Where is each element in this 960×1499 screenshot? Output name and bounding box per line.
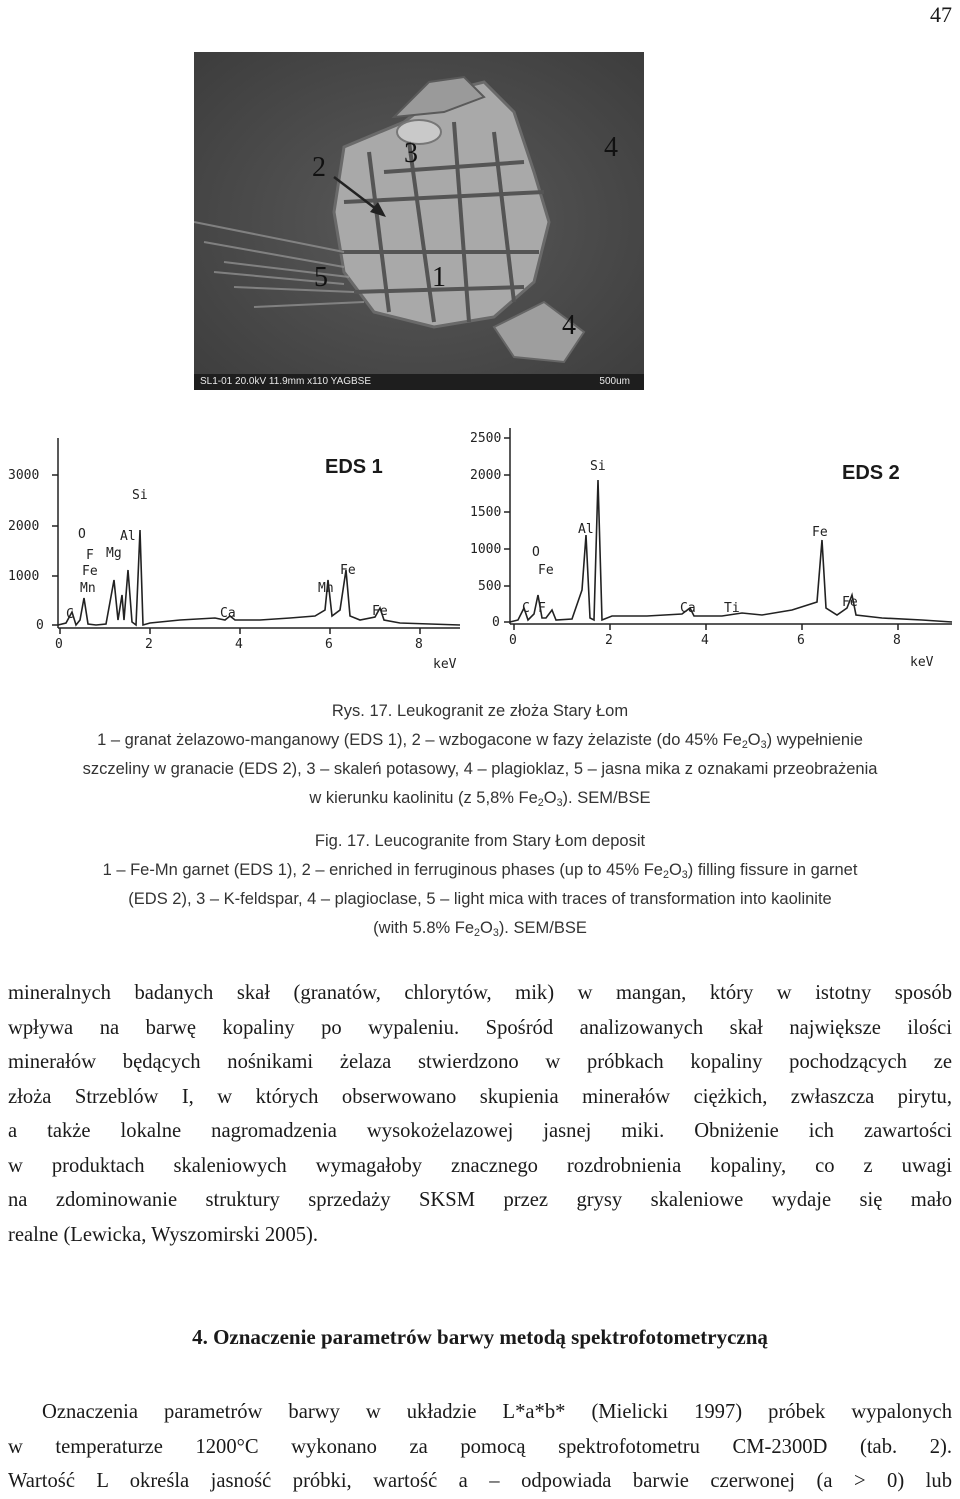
sem-label-3: 3 xyxy=(404,138,418,169)
eds2-peak: Fe xyxy=(538,563,554,578)
eds2-ytick: 1500 xyxy=(470,505,502,520)
eds1-peak: Si xyxy=(132,488,148,503)
eds2-peak: O xyxy=(532,545,540,560)
eds2-xtick: 2 xyxy=(605,633,613,648)
eds1-trace xyxy=(58,530,460,625)
text-line: wpływa na barwę kopaliny po wypaleniu. Spośród analizowanych skał największe ilości xyxy=(8,1016,952,1039)
eds1-ytick: 0 xyxy=(36,618,44,633)
eds2-plot xyxy=(462,420,960,680)
caption-pl-line2: 1 – granat żelazowo-manganowy (EDS 1), 2 – wzbogacone w fazy żelaziste (do 45% $Fe_2O_3$) wypełnienie xyxy=(97,731,863,751)
caption-pl-title: Rys. 17. Leukogranit ze złoża Stary Łom xyxy=(331,702,629,720)
eds2-ytick: 2500 xyxy=(470,431,502,446)
eds1-peak: Fe xyxy=(340,563,356,578)
eds2-ytick: 500 xyxy=(478,579,502,594)
eds1-ytick: 2000 xyxy=(8,519,40,534)
eds1-peak: F xyxy=(86,548,94,563)
text-line: realne (Lewicka, Wyszomirski 2005). xyxy=(8,1223,319,1246)
text-line: mineralnych badanych skał (granatów, chlorytów, mik) w mangan, który w istotny sposób xyxy=(8,982,952,1004)
sem-label-2: 2 xyxy=(312,152,326,183)
text-line: złoża Strzeblów I, w których obserwowano skupienia minerałów ciężkich, zwłaszcza pirytu, xyxy=(8,1085,952,1108)
eds1-xunit: keV xyxy=(433,657,457,672)
sem-micrograph xyxy=(194,52,644,390)
eds1-peak: O xyxy=(78,527,86,542)
caption-en xyxy=(0,827,960,943)
eds2-peak: Ca xyxy=(680,601,696,616)
caption-en-line4: (with 5.8% $Fe_2O_3$). SEM/BSE xyxy=(373,919,587,939)
sem-info-text: SL1-01 20.0kV 11.9mm x110 YAGBSE xyxy=(200,376,372,387)
eds1-peak: Fe xyxy=(82,564,98,579)
page-number: 47 xyxy=(930,2,952,27)
caption-en-line3: (EDS 2), 3 – K-feldspar, 4 – plagioclase, 5 – light mica with traces of transformation into kaolinite xyxy=(128,890,832,908)
eds1-xtick: 0 xyxy=(55,637,63,652)
eds2-ytick: 2000 xyxy=(470,468,502,483)
eds1-peak: Mn xyxy=(80,581,96,596)
eds2-xtick: 6 xyxy=(797,633,805,648)
eds2-peak: Al xyxy=(578,522,594,537)
text-line: Wartość L określa jasność próbki, wartość a – odpowiada barwie czerwonej (a > 0) lub xyxy=(8,1470,952,1492)
sem-label-1: 1 xyxy=(432,262,446,293)
eds2-xunit: keV xyxy=(910,655,934,670)
eds1-xtick: 2 xyxy=(145,637,153,652)
eds2-peak: C xyxy=(522,601,530,616)
eds1-peak: Ca xyxy=(220,606,236,621)
caption-en-line2: 1 – Fe-Mn garnet (EDS 1), 2 – enriched in ferruginous phases (up to 45% $Fe_2O_3$) filling fissure in garnet xyxy=(102,861,858,881)
eds1-xtick: 6 xyxy=(325,637,333,652)
eds1-title: EDS 1 xyxy=(325,456,383,478)
caption-pl-line4: w kierunku kaolinitu (z 5,8% $Fe_2O_3$). SEM/BSE xyxy=(309,789,651,809)
caption-pl xyxy=(0,697,960,813)
eds1-spectrum xyxy=(0,420,462,680)
eds2-ytick: 0 xyxy=(492,615,500,630)
caption-en-title: Fig. 17. Leucogranite from Stary Łom deposit xyxy=(314,832,646,850)
eds2-title: EDS 2 xyxy=(842,462,900,484)
body-paragraph-1 xyxy=(8,976,952,1252)
eds1-plot xyxy=(0,420,462,680)
text-line: Oznaczenia parametrów barwy w układzie L*a*b* (Mielicki 1997) próbek wypalonych xyxy=(42,1401,952,1423)
sem-texture xyxy=(194,52,644,390)
eds2-peak: Si xyxy=(590,459,606,474)
text-line: minerałów będących nośnikami żelaza stwierdzono w próbkach kopaliny pochodzących ze xyxy=(8,1051,952,1073)
eds2-peak: Fe xyxy=(842,595,858,610)
sem-info-bar xyxy=(194,374,644,390)
eds2-peak: F xyxy=(538,601,546,616)
eds2-xtick: 0 xyxy=(509,633,517,648)
sem-scale-text: 500um xyxy=(599,376,630,387)
eds2-ytick: 1000 xyxy=(470,542,502,557)
text-line: a także lokalne nagromadzenia wysokożelazowej jasnej miki. Obniżenie ich zawartości xyxy=(8,1120,952,1142)
body-paragraph-2 xyxy=(8,1395,952,1499)
eds1-peak: C xyxy=(66,607,74,622)
text-line: w temperaturze 1200°C wykonano za pomocą spektrofotometru CM-2300D (tab. 2). xyxy=(8,1435,952,1458)
section-heading: 4. Oznaczenie parametrów barwy metodą spektrofotometryczną xyxy=(192,1325,768,1349)
eds2-peak: Fe xyxy=(812,525,828,540)
eds1-peak: Mg xyxy=(106,546,122,561)
eds1-peak: Fe xyxy=(372,604,388,619)
sem-label-5: 5 xyxy=(314,262,328,293)
text-line: w produktach skaleniowych wymagałoby znacznego rozdrobnienia kopaliny, co z uwagi xyxy=(8,1154,952,1177)
eds1-ytick: 3000 xyxy=(8,468,40,483)
sem-label-4-bottom: 4 xyxy=(562,310,576,341)
eds1-peak: Mn xyxy=(318,581,334,596)
eds1-peak: Al xyxy=(120,529,136,544)
eds2-peak: Ti xyxy=(724,601,740,616)
eds1-xtick: 8 xyxy=(415,637,423,652)
eds1-ytick: 1000 xyxy=(8,569,40,584)
eds2-xtick: 8 xyxy=(893,633,901,648)
sem-label-4-top: 4 xyxy=(604,132,618,163)
eds2-xtick: 4 xyxy=(701,633,709,648)
caption-pl-line3: szczeliny w granacie (EDS 2), 3 – skaleń potasowy, 4 – plagioklaz, 5 – jasna mika z oznakami przeobrażenia xyxy=(82,760,878,778)
eds2-spectrum xyxy=(462,420,960,680)
eds1-xtick: 4 xyxy=(235,637,243,652)
text-line: na zdominowanie struktury sprzedaży SKSM przez grysy skaleniowe wydaje się mało xyxy=(8,1189,952,1211)
